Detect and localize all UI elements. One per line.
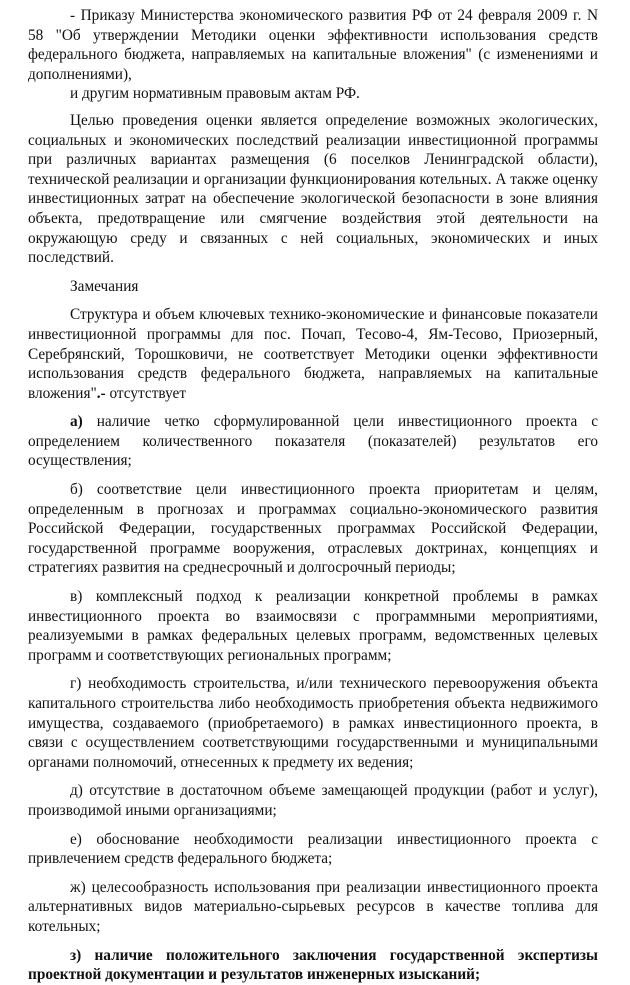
structure-tail-mark: .- bbox=[96, 384, 106, 402]
list-item-z: з) наличие положительного заключения государственной экспертизы проектной документации и результатов инженерных изысканий; bbox=[28, 946, 598, 984]
paragraph-structure bbox=[28, 305, 598, 403]
list-item-zh: ж) целесообразность использования при реализации инвестиционного проекта альтернативных видов материально-сырьевых ресурсов в качестве топлива для котельных; bbox=[28, 878, 598, 935]
list-item-e: е) обоснование необходимости реализации инвестиционного проекта с привлечением средств федерального бюджета; bbox=[28, 830, 598, 868]
list-item-b: б) соответствие цели инвестиционного проекта приоритетам и целям, определенным в прогнозах и программах социально-экономического развития Российской Федерации, государственных программах Российской Федерации, государственной программе вооружения, отраслевых доктринах, концепциях и стратегиях развития на среднесрочный и долгосрочный периоды; bbox=[28, 481, 598, 577]
remarks-heading: Замечания bbox=[70, 277, 139, 295]
list-item-g: г) необходимость строительства, и/или технического перевооружения объекта капитального строительства либо необходимость приобретения объекта недвижимого имущества, создаваемого (приобретаемого) в рамках инвестиционного проекта, в связи с осуществлением соответствующими государственными и муниципальными органами полномочий, отнесенных к предмету их ведения; bbox=[28, 675, 598, 771]
paragraph-order-reference: - Приказу Министерства экономического развития РФ от 24 февраля 2009 г. N 58 "Об утверждении Методики оценки эффективности использования средств федерального бюджета, направляемых на капитальные вложения" (с изменениями и дополнениями), bbox=[28, 7, 598, 83]
list-item-a-text: наличие четко сформулированной цели инвестиционного проекта с определением количественного показателя (показателей) результатов его осуществления; bbox=[28, 413, 598, 470]
list-item-a-label: а) bbox=[70, 413, 83, 431]
paragraph-other-acts: и другим нормативным правовым актам РФ. bbox=[70, 85, 360, 103]
list-item-v: в) комплексный подход к реализации конкретной проблемы в рамках инвестиционного проекта во взаимосвязи с программными мероприятиями, реализуемыми в рамках федеральных целевых программ, ведомственных целевых программ и соответствующих региональных программ; bbox=[28, 588, 598, 664]
structure-text: Структура и объем ключевых технико-экономические и финансовые показатели инвестиционной программы для пос. Почап, Тесово-4, Ям-Тесово, Приозерный, Серебрянский, Торошковичи, не соответствует Методики оценки эффективности использования средств федерального бюджета, направляемых на капитальные вложения" bbox=[28, 306, 598, 402]
document-page bbox=[28, 6, 598, 985]
paragraph-purpose: Целью проведения оценки является определение возможных экологических, социальных и экономических последствий реализации инвестиционной программы при различных вариантах размещения (6 поселков Ленинградской области), технической реализации и организации функционирования котельных. А также оценку инвестиционных затрат на обеспечение экологической безопасности в зоне влияния объекта, предотвращение или смягчение воздействия этой деятельности на окружающую среду и связанных с ней социальных, экономических и иных последствий. bbox=[28, 111, 598, 267]
list-item-d: д) отсутствие в достаточном объеме замещающей продукции (работ и услуг), производимой иными организациями; bbox=[28, 782, 598, 819]
list-item-a bbox=[28, 412, 598, 471]
structure-tail-text: отсутствует bbox=[105, 384, 187, 402]
